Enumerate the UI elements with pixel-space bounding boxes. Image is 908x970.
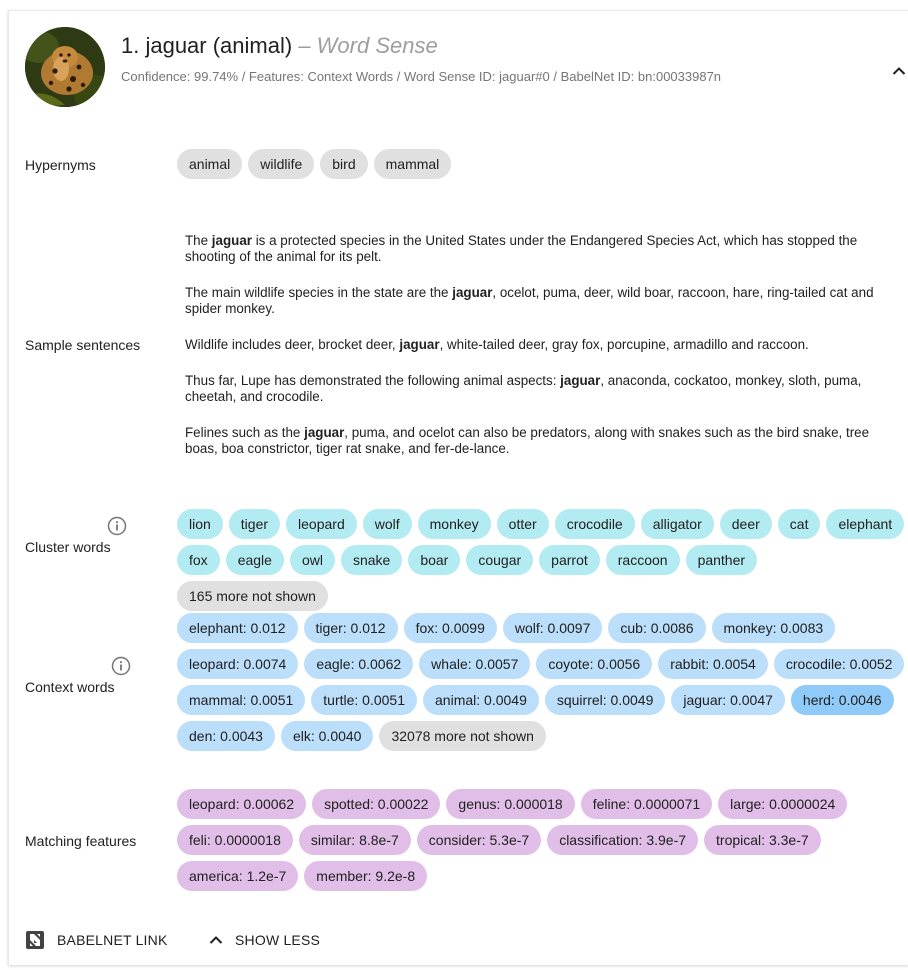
cluster-word-chip[interactable]: deer [720, 509, 772, 539]
cluster-info-icon[interactable] [107, 516, 127, 536]
matching-feature-chip[interactable]: large: 0.0000024 [718, 789, 847, 819]
context-word-chip[interactable]: wolf: 0.0097 [503, 613, 603, 643]
hypernym-chip[interactable]: wildlife [248, 149, 314, 179]
cluster-word-chip[interactable]: owl [290, 545, 335, 575]
cluster-words-chips [177, 509, 905, 611]
babelnet-link-label: BABELNET LINK [57, 932, 168, 948]
babelnet-link-button[interactable] [25, 925, 209, 955]
context-word-chip[interactable]: jaguar: 0.0047 [671, 685, 785, 715]
context-word-chip[interactable]: monkey: 0.0083 [712, 613, 836, 643]
matching-feature-chip[interactable]: member: 9.2e-8 [304, 861, 427, 891]
matching-feature-chip[interactable]: tropical: 3.3e-7 [704, 825, 821, 855]
matching-features-label: Matching features [25, 833, 137, 849]
cluster-word-chip[interactable]: parrot [539, 545, 600, 575]
sample-sentences [185, 233, 905, 477]
matching-feature-chip[interactable]: classification: 3.9e-7 [547, 825, 698, 855]
context-word-chip[interactable]: elephant: 0.012 [177, 613, 298, 643]
cluster-word-chip[interactable]: snake [341, 545, 402, 575]
context-word-chip[interactable]: crocodile: 0.0052 [774, 649, 905, 679]
sample-sentence: The main wildlife species in the state are the jaguar, ocelot, puma, deer, wild boar, raccoon, hare, ring-tailed cat and spider monkey. [185, 285, 874, 316]
context-word-chip[interactable]: leopard: 0.0074 [177, 649, 298, 679]
cluster-word-chip[interactable]: lion [177, 509, 223, 539]
matching-feature-chip[interactable]: similar: 8.8e-7 [299, 825, 411, 855]
matching-feature-chip[interactable]: feline: 0.0000071 [581, 789, 712, 819]
babelnet-logo-icon [25, 930, 45, 950]
chevron-up-icon [892, 66, 906, 76]
context-word-chip-selected[interactable]: herd: 0.0046 [791, 685, 894, 715]
cluster-word-chip[interactable]: eagle [226, 545, 284, 575]
context-word-chip[interactable]: den: 0.0043 [177, 721, 275, 751]
cluster-word-chip[interactable]: fox [177, 545, 220, 575]
context-word-chip[interactable]: elk: 0.0040 [281, 721, 374, 751]
context-words-chips [177, 613, 905, 751]
hypernym-chip[interactable]: bird [320, 149, 367, 179]
cluster-word-chip[interactable]: boar [408, 545, 460, 575]
cluster-word-chip[interactable]: raccoon [606, 545, 680, 575]
cluster-word-chip[interactable]: panther [686, 545, 757, 575]
matching-feature-chip[interactable]: feli: 0.0000018 [177, 825, 293, 855]
matching-feature-chip[interactable]: spotted: 0.00022 [312, 789, 440, 819]
cluster-word-chip[interactable]: crocodile [555, 509, 635, 539]
card-footer [25, 925, 320, 955]
matching-feature-chip[interactable]: america: 1.2e-7 [177, 861, 298, 891]
cluster-word-chip[interactable]: cougar [466, 545, 533, 575]
cluster-word-chip[interactable]: alligator [641, 509, 714, 539]
hypernym-chip[interactable]: mammal [374, 149, 452, 179]
sense-metadata: Confidence: 99.74% / Features: Context Words / Word Sense ID: jaguar#0 / BabelNet ID: bn:00033987n [121, 69, 722, 84]
matching-features-chips [177, 789, 877, 891]
context-word-chip[interactable]: squirrel: 0.0049 [545, 685, 666, 715]
cluster-word-chip[interactable]: leopard [286, 509, 357, 539]
cluster-words-label: Cluster words [25, 539, 111, 555]
context-word-chip[interactable]: rabbit: 0.0054 [658, 649, 768, 679]
context-word-chip[interactable]: tiger: 0.012 [304, 613, 398, 643]
sample-sentence: Felines such as the jaguar, puma, and ocelot can also be predators, along with snakes such as the bird snake, tree boas, boa constrictor, tiger rat snake, and fer-de-lance. [185, 425, 870, 456]
context-word-chip[interactable]: eagle: 0.0062 [304, 649, 413, 679]
jaguar-image [25, 27, 105, 107]
matching-feature-chip[interactable]: genus: 0.000018 [446, 789, 574, 819]
sample-sentence: The jaguar is a protected species in the United States under the Endangered Species Act, which has stopped the shooting of the animal for its pelt. [185, 233, 858, 264]
hypernyms-chips [177, 149, 897, 179]
context-word-chip[interactable]: coyote: 0.0056 [536, 649, 652, 679]
collapse-button[interactable] [889, 61, 908, 81]
cluster-word-chip[interactable]: cat [778, 509, 821, 539]
hypernym-chip[interactable]: animal [177, 149, 242, 179]
context-words-label: Context words [25, 679, 115, 695]
sense-title [121, 33, 438, 59]
sample-sentences-label: Sample sentences [25, 337, 141, 353]
cluster-word-chip[interactable]: elephant [826, 509, 904, 539]
cluster-word-chip[interactable]: tiger [229, 509, 280, 539]
sample-sentence: Thus far, Lupe has demonstrated the following animal aspects: jaguar, anaconda, cockatoo, monkey, sloth, puma, cheetah, and crocodile. [185, 373, 862, 404]
context-info-icon[interactable] [111, 656, 131, 676]
cluster-word-chip[interactable]: wolf [363, 509, 412, 539]
chevron-up-icon [209, 935, 223, 945]
show-less-button[interactable] [209, 925, 320, 955]
hypernyms-label: Hypernyms [25, 157, 96, 173]
word-sense-card [8, 10, 908, 965]
sense-title-text: 1. jaguar (animal) [121, 33, 293, 58]
matching-feature-chip[interactable]: consider: 5.3e-7 [417, 825, 541, 855]
show-less-label: SHOW LESS [235, 932, 321, 948]
cluster-more-chip[interactable]: 165 more not shown [177, 581, 328, 611]
matching-feature-chip[interactable]: leopard: 0.00062 [177, 789, 306, 819]
context-word-chip[interactable]: animal: 0.0049 [423, 685, 539, 715]
sample-sentence: Wildlife includes deer, brocket deer, jaguar, white-tailed deer, gray fox, porcupine, armadillo and raccoon. [185, 337, 809, 352]
context-word-chip[interactable]: cub: 0.0086 [608, 613, 705, 643]
context-word-chip[interactable]: fox: 0.0099 [404, 613, 497, 643]
cluster-word-chip[interactable]: monkey [418, 509, 491, 539]
context-word-chip[interactable]: turtle: 0.0051 [311, 685, 417, 715]
context-word-chip[interactable]: whale: 0.0057 [419, 649, 530, 679]
context-word-chip[interactable]: mammal: 0.0051 [177, 685, 305, 715]
sense-type: – Word Sense [298, 33, 438, 58]
cluster-word-chip[interactable]: otter [497, 509, 549, 539]
context-more-chip[interactable]: 32078 more not shown [379, 721, 545, 751]
